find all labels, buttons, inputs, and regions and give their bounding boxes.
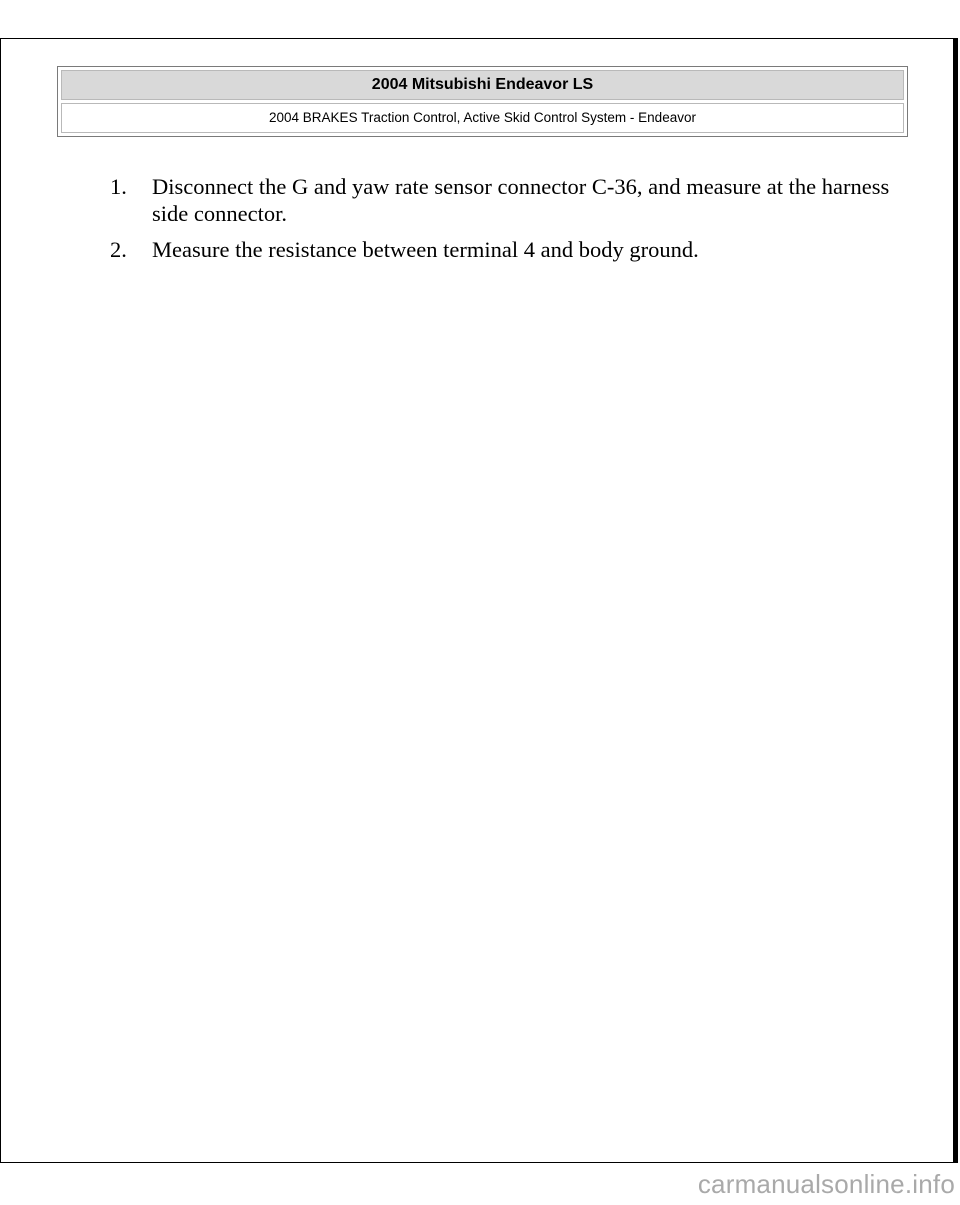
step-number: 2.: [110, 237, 127, 262]
step-number: 1.: [110, 174, 127, 199]
document-header: [57, 66, 908, 137]
procedure-step: [110, 236, 900, 263]
procedure-steps: [110, 173, 900, 272]
page-frame-right-border: [953, 38, 958, 1163]
watermark-text: carmanualsonline.info: [697, 1169, 955, 1199]
section-subtitle: 2004 BRAKES Traction Control, Active Skid Control System - Endeavor: [61, 103, 904, 133]
step-text: Measure the resistance between terminal 4 and body ground.: [152, 237, 699, 262]
procedure-step: [110, 173, 900, 227]
vehicle-title: 2004 Mitsubishi Endeavor LS: [61, 70, 904, 100]
step-text: Disconnect the G and yaw rate sensor connector C-36, and measure at the harness side connector.: [152, 174, 890, 226]
page-frame-bottom-border: [0, 1162, 958, 1163]
